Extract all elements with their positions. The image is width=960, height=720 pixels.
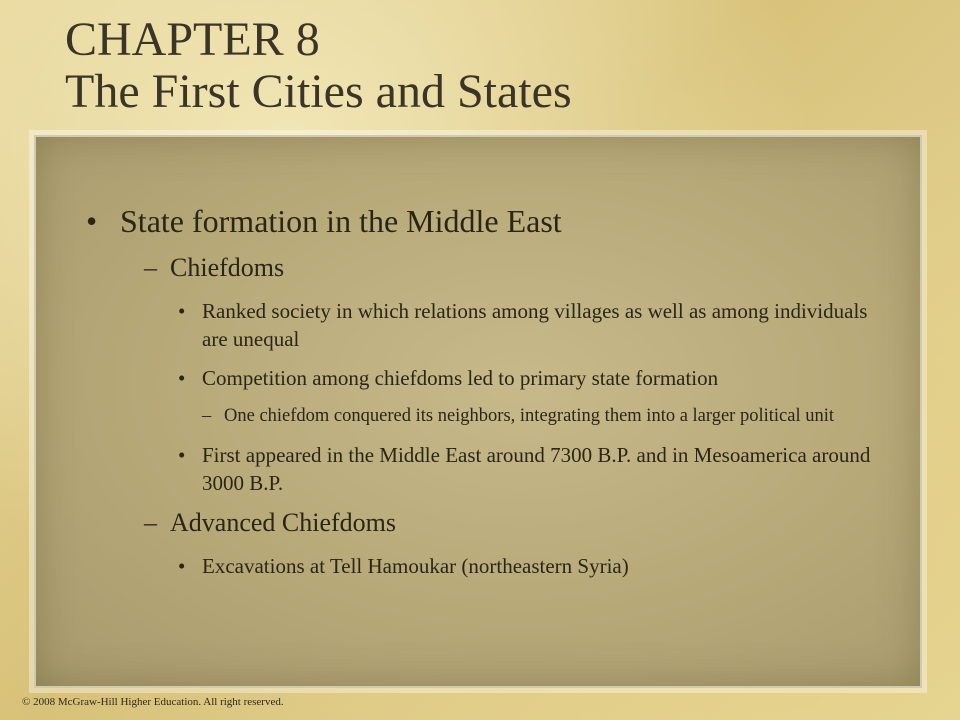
content-frame (34, 135, 922, 688)
point-ranked-society: • Ranked society in which relations among villages as well as among individuals are unequal (86, 297, 886, 353)
title-subject: The First Cities and States (65, 65, 572, 118)
bullet-list (86, 203, 886, 591)
subbullet-chiefdoms: – Chiefdoms (86, 253, 886, 283)
title-chapter: CHAPTER 8 (65, 13, 320, 66)
point-tell-hamoukar: • Excavations at Tell Hamoukar (northeastern Syria) (86, 552, 886, 580)
slide-title (65, 14, 572, 118)
copyright-footer: © 2008 McGraw-Hill Higher Education. All right reserved. (22, 696, 284, 708)
subbullet-advanced-chiefdoms: – Advanced Chiefdoms (86, 508, 886, 538)
subpoint-conquest: – One chiefdom conquered its neighbors, integrating them into a larger political unit (86, 403, 886, 429)
bullet-state-formation: • State formation in the Middle East (86, 203, 886, 239)
point-competition: • Competition among chiefdoms led to primary state formation (86, 364, 886, 392)
point-first-appeared: • First appeared in the Middle East around 7300 B.P. and in Mesoamerica around 3000 B.P. (86, 441, 886, 497)
